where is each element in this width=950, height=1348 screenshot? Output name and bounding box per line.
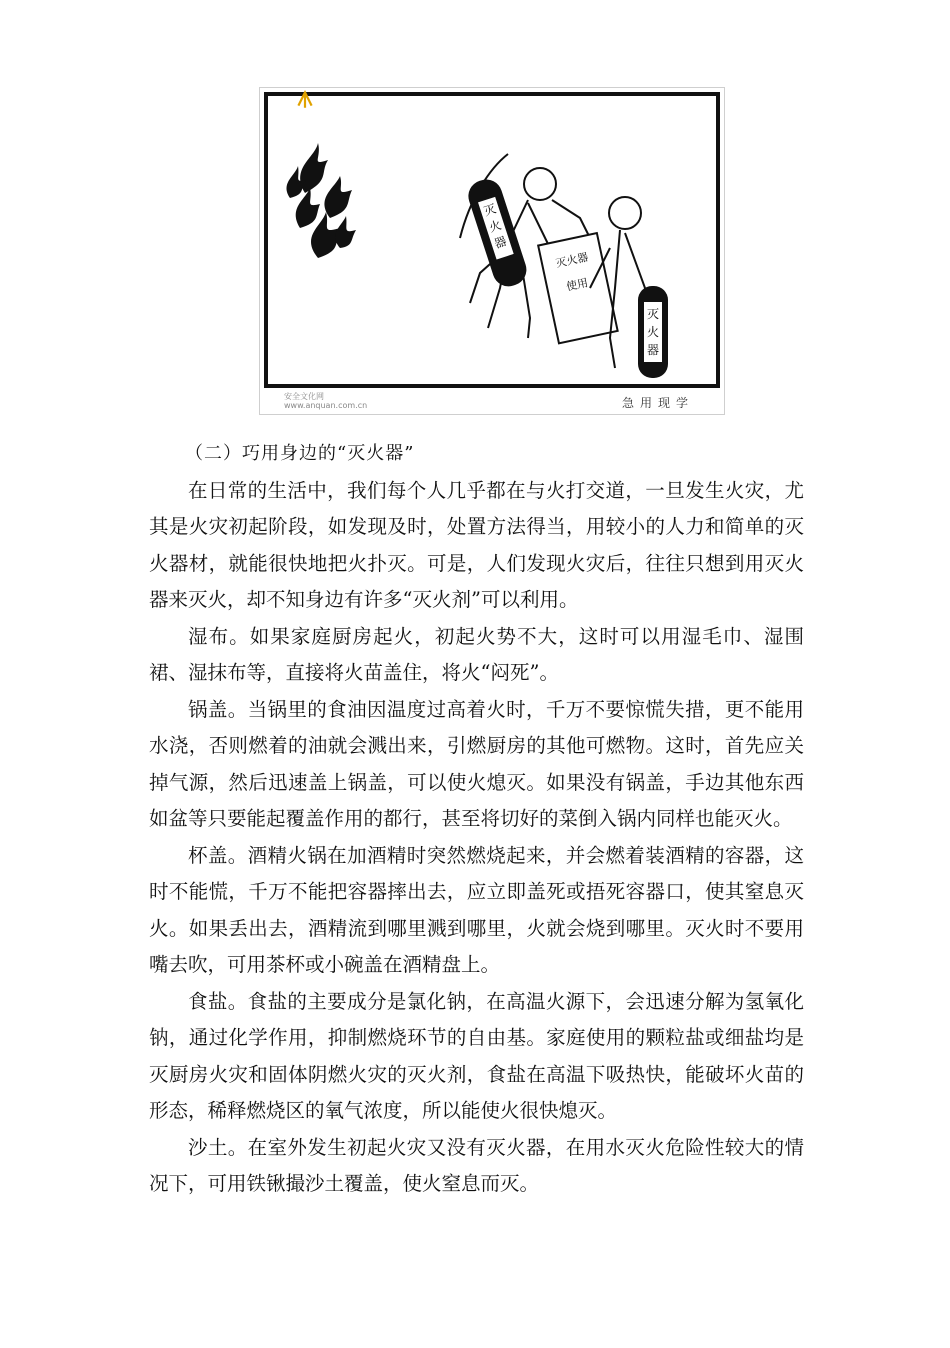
extinguisher-left [464,175,530,290]
svg-text:火: 火 [646,325,660,339]
watermark-text: 安全文化网 www.anquan.com.cn [284,392,368,410]
intro-paragraph: 在日常的生活中，我们每个人几乎都在与火打交道，一旦发生火灾，尤其是火灾初起阶段，如发现及时，处置方法得当，用较小的人力和简单的灭火器材，就能很快地把火扑灭。可是，人们发现火灾后，往往只想到用灭火器来灭火，却不知身边有许多“灭火剂”可以利用。 [149,478,804,611]
cartoon-figure [259,87,725,415]
instruction-book [538,233,617,343]
svg-text:灭火器: 灭火器 [554,250,590,271]
salt-paragraph: 食盐。食盐的主要成分是氯化钠，在高温火源下，会迅速分解为氢氧化钠，通过化学作用，抑制燃烧环节的自由基。家庭使用的颗粒盐或细盐均是灭厨房火灾和固体阴燃火灾的灭火剂，食盐在高温下吸热快，能破坏火苗的形态，稀释燃烧区的氧气浓度，所以能使火很快熄灭。 [149,989,804,1122]
cartoon-signature: 急用现学 [621,396,694,410]
svg-text:灭: 灭 [482,201,498,219]
flames-group [287,143,356,258]
cartoon-illustration [260,88,724,414]
pot-lid-paragraph: 锅盖。当锅里的食油因温度过高着火时，千万不要惊慌失措，更不能用水浇，否则燃着的油就会溅出来，引燃厨房的其他可燃物。这时，首先应关掉气源，然后迅速盖上锅盖，可以使火熄灭。如果没有锅盖，手边其他东西如盆等只要能起覆盖作用的都行，甚至将切好的菜倒入锅内同样也能灭火。 [149,697,804,830]
svg-text:使用: 使用 [565,276,590,294]
svg-text:器: 器 [646,343,660,357]
svg-text:火: 火 [487,217,504,235]
document-body [149,436,804,1203]
svg-text:器: 器 [492,233,509,251]
cup-lid-paragraph: 杯盖。酒精火锅在加酒精时突然燃烧起来，并会燃着装酒精的容器，这时不能慌，千万不能把容器摔出去，应立即盖死或捂死容器口，使其窒息灭火。如果丢出去，酒精流到哪里溅到哪里，火就会烧到哪里。灭火时不要用嘴去吹，可用茶杯或小碗盖在酒精盘上。 [149,843,804,976]
watermark-logo-icon [260,88,350,110]
sand-paragraph: 沙土。在室外发生初起火灾又没有灭火器，在用水灭火危险性较大的情况下，可用铁锹撮沙土覆盖，使火窒息而灭。 [149,1135,804,1195]
wet-cloth-paragraph: 湿布。如果家庭厨房起火，初起火势不大，这时可以用湿毛巾、湿围裙、湿抹布等，直接将火苗盖住，将火“闷死”。 [149,624,804,684]
extinguisher-right [638,286,668,378]
svg-text:灭: 灭 [646,307,660,321]
section-heading: （二）巧用身边的“灭火器” [185,443,415,464]
